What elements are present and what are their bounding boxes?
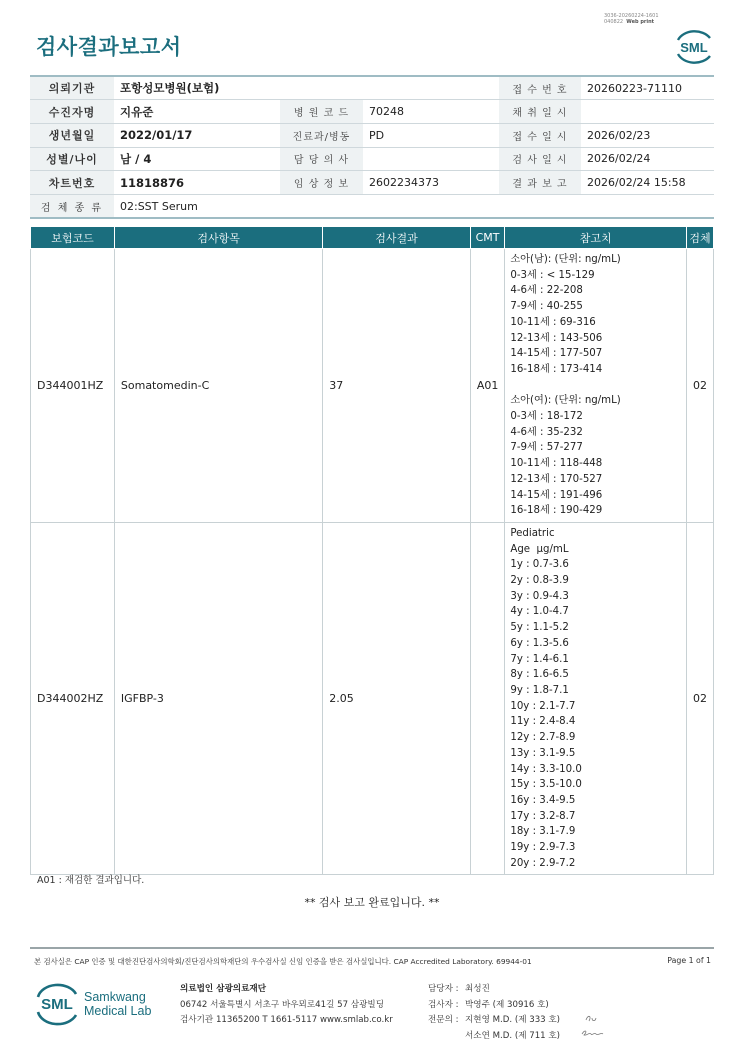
insurance-code-cell: D344002HZ (31, 522, 115, 874)
test-item-cell: Somatomedin-C (114, 249, 322, 523)
foundation-name: 의료법인 삼광의료재단 (180, 984, 267, 994)
sex-age-value: 남 / 4 (114, 147, 280, 171)
table-row (31, 522, 714, 874)
sml-logo-text: SML (680, 40, 708, 55)
staff-name: 서소연 M.D. (제 711 호) (465, 1030, 561, 1041)
print-code-line2: 040822 (604, 19, 624, 25)
specimen-cell: 02 (687, 522, 714, 874)
clinical-label: 임 상 정 보 (280, 171, 363, 195)
receipt-date-label: 접 수 일 시 (499, 123, 581, 147)
foundation-info (180, 982, 393, 1029)
staff-role-label: 담당자 : (428, 984, 459, 994)
dept-value: PD (363, 123, 499, 147)
staff-info (428, 982, 560, 1044)
receipt-date-value: 2026/02/23 (581, 123, 714, 147)
signature-icon (580, 1010, 610, 1040)
receipt-no-value: 20260223-71110 (581, 76, 714, 100)
print-code-label: Web print (626, 19, 655, 25)
results-header-row (31, 227, 714, 249)
staff-name: 최성진 (465, 984, 490, 994)
col-header-result: 검사결과 (323, 227, 471, 249)
specimen-type-value: 02:SST Serum (114, 194, 714, 218)
insurance-code-cell: D344001HZ (31, 249, 115, 523)
samkwang-logo-line1: Samkwang (84, 990, 146, 1004)
chart-no-value: 11818876 (114, 171, 280, 195)
samkwang-logo-short: SML (41, 996, 73, 1013)
report-date-label: 결 과 보 고 (499, 171, 581, 195)
specimen-cell: 02 (687, 249, 714, 523)
request-org-value: 포항성모병원(보험) (114, 76, 499, 100)
reference-range-cell: 소아(남): (단위: ng/mL) 0-3세 : < 15-129 4-6세 : 22-208 7-9세 : 40-255 10-11세 : 69-316 12-13세 : 143-506 14-15세 : 177-507 16-18세 : 173-414 소아(여): (단위: ng/mL) 0-3세 : 18-172 4-6세 : 35-232 7-9세 : 57-277 10-11세 : 118-448 12-13세 : 170-527 14-15세 : 191-496 16-18세 : 190-429 (505, 249, 687, 523)
staff-role-label (428, 1029, 465, 1045)
sex-age-label: 성별/나이 (30, 147, 114, 171)
staff-name: 박영주 (제 30916 호) (465, 999, 549, 1010)
col-header-specimen: 검체 (687, 227, 714, 249)
cmt-note: A01 : 재검한 결과입니다. (37, 875, 145, 886)
foundation-address: 06742 서울특별시 서초구 바우뫼로41길 57 삼광빌딩 (180, 999, 384, 1010)
collect-date-label: 채 취 일 시 (499, 100, 581, 124)
hospital-code-label: 병 원 코 드 (280, 100, 363, 124)
col-header-cmt: CMT (470, 227, 505, 249)
patient-info-table (30, 75, 714, 219)
results-table (30, 226, 714, 875)
doctor-label: 담 당 의 사 (280, 147, 363, 171)
cap-accreditation-text: 본 검사실은 CAP 인증 및 대한진단검사의학회/진단검사의학재단의 우수검사실 신임 인증을 받은 검사실입니다. CAP Accredited Laboratory. 69944-01 (34, 957, 532, 966)
dept-label: 진료과/병동 (280, 123, 363, 147)
request-org-label: 의뢰기관 (30, 76, 114, 100)
staff-name: 지현영 M.D. (제 333 호) (465, 1015, 561, 1025)
report-complete-text: ** 검사 보고 완료입니다. ** (304, 896, 440, 909)
col-header-code: 보험코드 (31, 227, 115, 249)
chart-no-label: 차트번호 (30, 171, 114, 195)
cmt-cell: A01 (470, 249, 505, 523)
print-code-line1: 3036-20260224-1601 (604, 13, 659, 19)
report-date-value: 2026/02/24 15:58 (581, 171, 714, 195)
page-number: Page 1 of 1 (667, 956, 711, 965)
test-date-label: 검 사 일 시 (499, 147, 581, 171)
cmt-cell (470, 522, 505, 874)
dob-value: 2022/01/17 (114, 123, 280, 147)
name-value: 지유준 (114, 100, 280, 124)
staff-role-label: 검사자 : (428, 999, 459, 1010)
test-date-value: 2026/02/24 (581, 147, 714, 171)
samkwang-logo-icon (36, 979, 176, 1029)
print-code (604, 13, 659, 25)
dob-label: 생년월일 (30, 123, 114, 147)
collect-date-value (581, 100, 714, 124)
col-header-item: 검사항목 (114, 227, 322, 249)
page-title: 검사결과보고서 (36, 35, 182, 59)
test-result-cell: 2.05 (323, 522, 471, 874)
name-label: 수진자명 (30, 100, 114, 124)
col-header-reference: 참고치 (505, 227, 687, 249)
hospital-code-value: 70248 (363, 100, 499, 124)
test-result-cell: 37 (323, 249, 471, 523)
clinical-value: 2602234373 (363, 171, 499, 195)
footer-divider (30, 947, 714, 949)
staff-role-label: 전문의 : (428, 1015, 459, 1025)
table-row (31, 249, 714, 523)
test-item-cell: IGFBP-3 (114, 522, 322, 874)
receipt-no-label: 접 수 번 호 (499, 76, 581, 100)
reference-range-cell: Pediatric Age µg/mL 1y : 0.7-3.6 2y : 0.8-3.9 3y : 0.9-4.3 4y : 1.0-4.7 5y : 1.1-5.2 6y : 1.3-5.6 7y : 1.4-6.1 8y : 1.6-6.5 9y : 1.8-7.1 10y : 2.1-7.7 11y : 2.4-8.4 12y : 2.7-8.9 13y : 3.1-9.5 14y : 3.3-10.0 15y : 3.5-10.0 16y : 3.4-9.5 17y : 3.2-8.7 18y : 3.1-7.9 19y : 2.9-7.3 20y : 2.9-7.2 (505, 522, 687, 874)
samkwang-logo-line2: Medical Lab (84, 1004, 152, 1018)
specimen-type-label: 검 체 종 류 (30, 194, 114, 218)
sml-logo-icon (672, 26, 716, 66)
doctor-value (363, 147, 499, 171)
foundation-contact: 검사기관 11365200 T 1661-5117 www.smlab.co.kr (180, 1015, 393, 1025)
